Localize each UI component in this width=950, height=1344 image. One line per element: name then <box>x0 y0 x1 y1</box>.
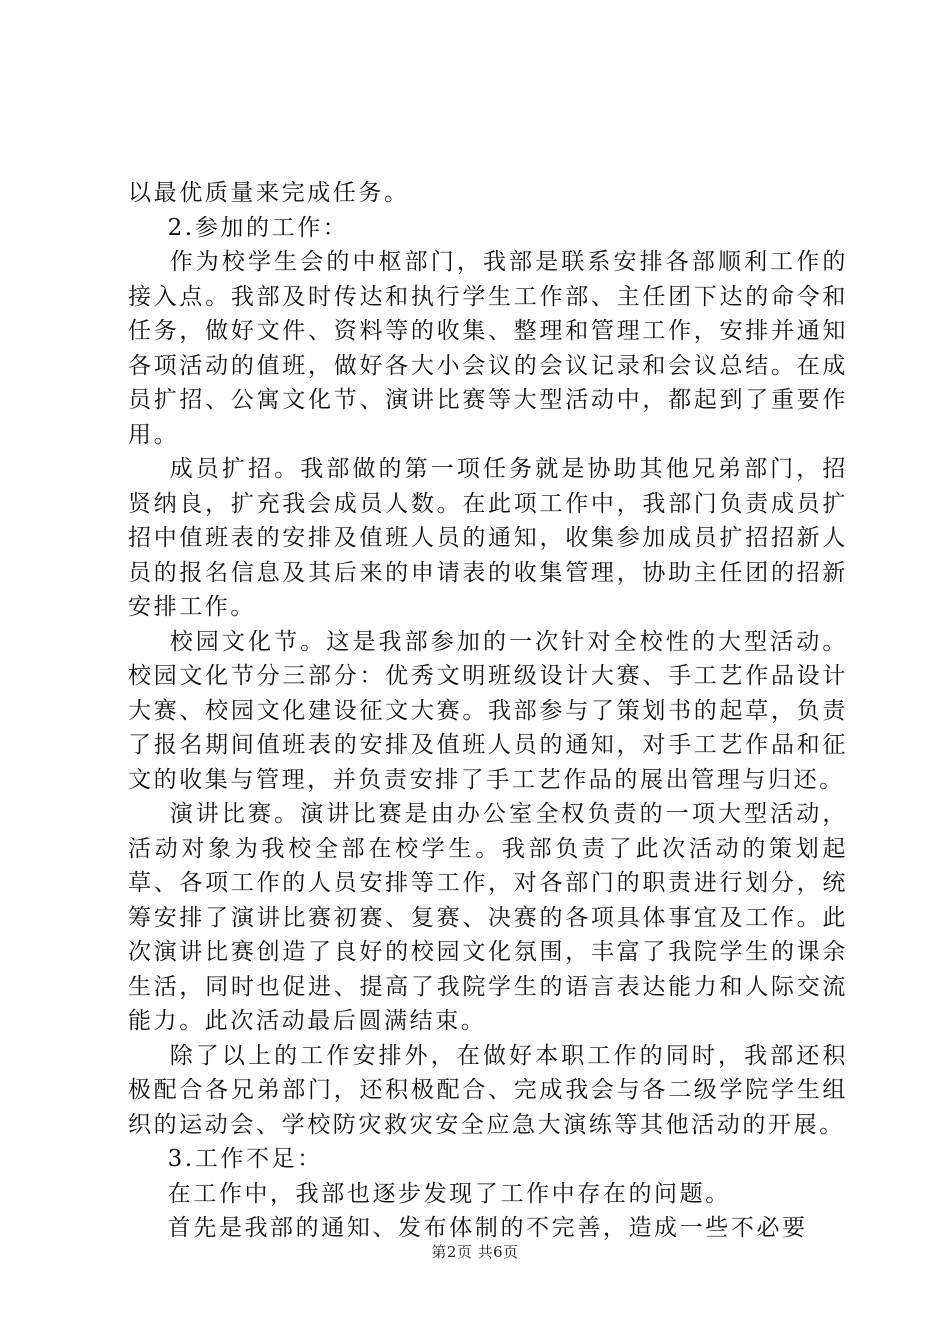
document-body <box>128 176 848 1246</box>
paragraph-other-work: 除了以上的工作安排外，在做好本职工作的同时，我部还积极配合各兄弟部门，还积极配合、完成我会与各二级学院学生组织的运动会、学校防灾救灾安全应急大演练等其他活动的开展。 <box>128 1042 848 1138</box>
paragraph-campus-culture-festival: 校园文化节。这是我部参加的一次针对全校性的大型活动。校园文化节分三部分：优秀文明班级设计大赛、手工艺作品设计大赛、校园文化建设征文大赛。我部参与了策划书的起草，负责了报名期间值班表的安排及值班人员的通知，对手工艺作品和征文的收集与管理，并负责安排了手工艺作品的展出管理与归还。 <box>128 628 848 793</box>
paragraph-notification-system: 首先是我部的通知、发布体制的不完善，造成一些不必要 <box>128 1215 808 1241</box>
heading-work-shortcomings: 3.工作不足： <box>128 1146 323 1172</box>
page-footer <box>0 1242 950 1262</box>
paragraph-member-recruitment: 成员扩招。我部做的第一项任务就是协助其他兄弟部门，招贤纳良，扩充我会成员人数。在此项工作中，我部门负责成员扩招中值班表的安排及值班人员的通知，收集参加成员扩招招新人员的报名信息及其后来的申请表的收集管理，协助主任团的招新安排工作。 <box>128 456 848 620</box>
heading-participated-work: 2.参加的工作： <box>128 214 349 241</box>
paragraph-continuation: 以最优质量来完成任务。 <box>128 180 410 206</box>
paragraph-central-department: 作为校学生会的中枢部门，我部是联系安排各部顺利工作的接入点。我部及时传达和执行学生工作部、主任团下达的命令和任务，做好文件、资料等的收集、整理和管理工作，安排并通知各项活动的值班，做好各大小会议的会议记录和会议总结。在成员扩招、公寓文化节、演讲比赛等大型活动中，都起到了重要作用。 <box>128 249 848 448</box>
page-number-label: 第2页 共6页 <box>431 1243 519 1261</box>
paragraph-problems-found: 在工作中，我部也逐步发现了工作中存在的问题。 <box>128 1180 731 1207</box>
paragraph-speech-contest: 演讲比赛。演讲比赛是由办公室全权负责的一项大型活动，活动对象为我校全部在校学生。我部负责了此次活动的策划起草、各项工作的人员安排等工作，对各部门的职责进行划分，统筹安排了演讲比赛初赛、复赛、决赛的各项具体事宜及工作。此次演讲比赛创造了良好的校园文化氛围，丰富了我院学生的课余生活，同时也促进、提高了我院学生的语言表达能力和人际交流能力。此次活动最后圆满结束。 <box>128 801 848 1034</box>
